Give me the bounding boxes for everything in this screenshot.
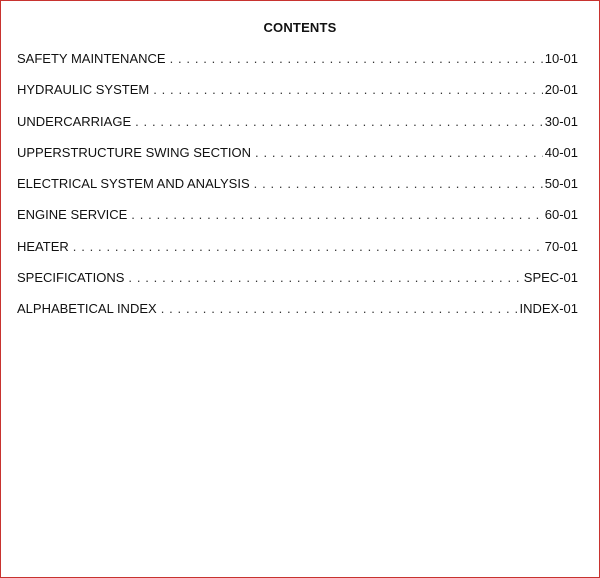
dot-leader: [153, 82, 543, 97]
toc-entry-label: UPPERSTRUCTURE SWING SECTION: [17, 144, 252, 160]
dot-leader: [255, 145, 543, 160]
toc-entry-label: ENGINE SERVICE: [17, 207, 128, 223]
toc-entry-page: 50-01: [544, 176, 578, 192]
table-of-contents: [17, 51, 578, 333]
toc-entry-page: 70-01: [544, 238, 578, 254]
toc-entry-label: HEATER: [17, 238, 69, 254]
toc-entry-label: ALPHABETICAL INDEX: [17, 301, 157, 317]
toc-entry-heater[interactable]: [17, 239, 578, 270]
toc-entry-label: SPECIFICATIONS: [17, 270, 125, 286]
toc-entry-page: INDEX-01: [519, 301, 578, 317]
toc-entry-page: 20-01: [544, 82, 578, 98]
dot-leader: [254, 176, 543, 191]
toc-entry-engine-service[interactable]: [17, 207, 578, 238]
toc-entry-label: ELECTRICAL SYSTEM AND ANALYSIS: [17, 176, 250, 192]
toc-entry-safety-maintenance[interactable]: [17, 51, 578, 82]
toc-entry-label: UNDERCARRIAGE: [17, 113, 132, 129]
dot-leader: [73, 239, 543, 254]
dot-leader: [161, 301, 518, 316]
toc-entry-upperstructure-swing[interactable]: [17, 145, 578, 176]
toc-entry-specifications[interactable]: [17, 270, 578, 301]
dot-leader: [170, 51, 543, 66]
toc-entry-page: 30-01: [544, 113, 578, 129]
dot-leader: [131, 207, 542, 222]
toc-entry-page: 60-01: [544, 207, 578, 223]
toc-entry-page: 10-01: [544, 51, 578, 66]
toc-entry-hydraulic-system[interactable]: [17, 82, 578, 113]
toc-entry-page: 40-01: [544, 144, 578, 160]
toc-entry-label: SAFETY MAINTENANCE: [17, 51, 166, 66]
toc-entry-page: SPEC-01: [523, 270, 578, 286]
dot-leader: [128, 270, 521, 285]
dot-leader: [135, 114, 543, 129]
toc-entry-electrical-system[interactable]: [17, 176, 578, 207]
toc-entry-label: HYDRAULIC SYSTEM: [17, 82, 150, 98]
toc-entry-alphabetical-index[interactable]: [17, 301, 578, 332]
page-title: CONTENTS: [263, 20, 337, 35]
toc-entry-undercarriage[interactable]: [17, 114, 578, 145]
